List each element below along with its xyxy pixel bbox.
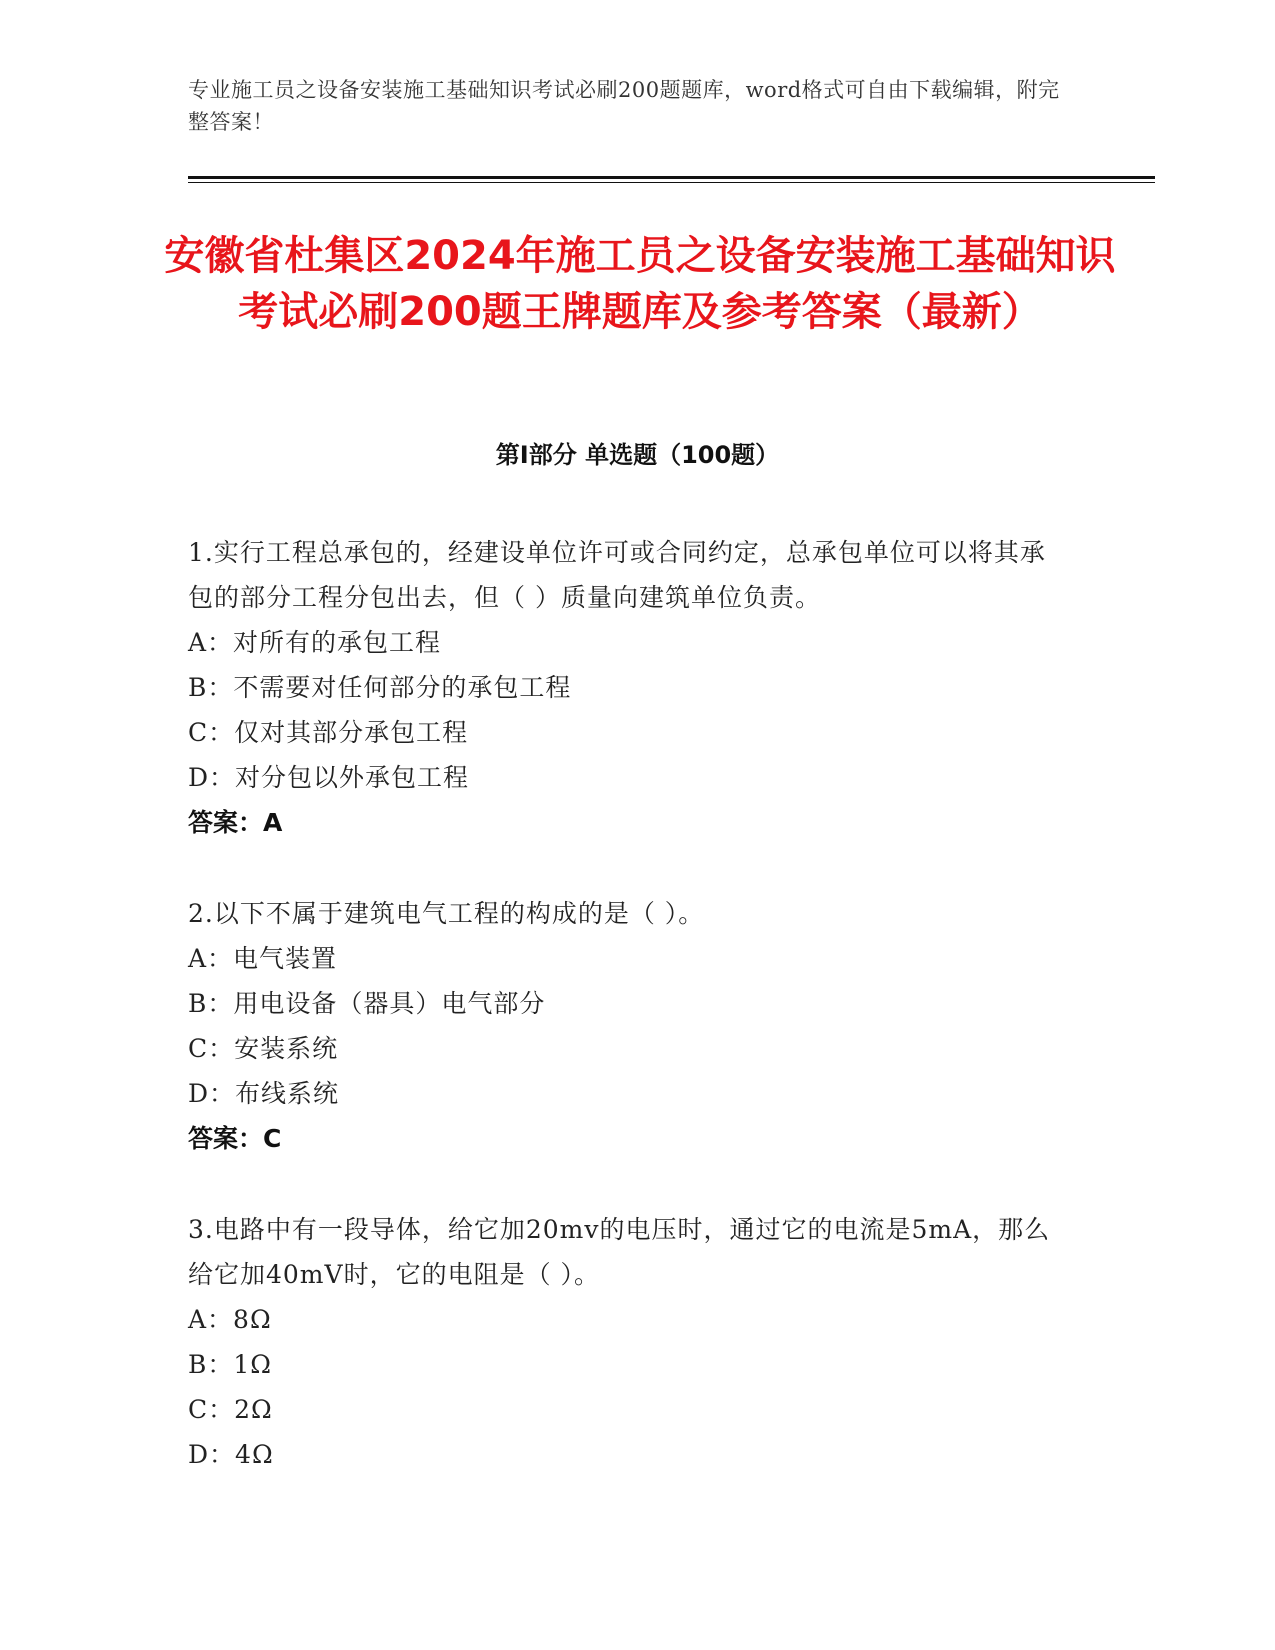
document-title: 安徽省杜集区2024年施工员之设备安装施工基础知识考试必刷200题王牌题库及参考答案（最新） xyxy=(164,233,1116,335)
question-stem: 2.以下不属于建筑电气工程的构成的是（ ）。 xyxy=(188,899,705,928)
answer: 答案：A xyxy=(188,808,283,837)
question-2 xyxy=(188,891,1068,1161)
header-rule-thin xyxy=(188,182,1155,183)
option-a: A：对所有的承包工程 xyxy=(188,628,442,657)
option-d: D：对分包以外承包工程 xyxy=(188,763,470,792)
header-rule-thick xyxy=(188,176,1155,179)
question-1 xyxy=(188,530,1068,845)
option-b: B：不需要对任何部分的承包工程 xyxy=(188,673,572,702)
answer: 答案：C xyxy=(188,1124,282,1153)
section-heading: 第Ⅰ部分 单选题（100题） xyxy=(495,441,780,469)
header-note: 专业施工员之设备安装施工基础知识考试必刷200题题库，word格式可自由下载编辑，附完整答案！ xyxy=(188,78,1060,134)
option-c: C：安装系统 xyxy=(188,1034,339,1063)
option-c: C：仅对其部分承包工程 xyxy=(188,718,469,747)
option-c: C：2Ω xyxy=(188,1395,273,1424)
option-b: B：1Ω xyxy=(188,1350,273,1379)
option-a: A：电气装置 xyxy=(188,944,338,973)
option-a: A：8Ω xyxy=(188,1305,272,1334)
option-d: D：4Ω xyxy=(188,1440,274,1469)
question-stem: 1.实行工程总承包的，经建设单位许可或合同约定，总承包单位可以将其承包的部分工程分包出去，但（ ）质量向建筑单位负责。 xyxy=(188,538,1046,612)
question-list xyxy=(188,530,1068,1523)
option-b: B：用电设备（器具）电气部分 xyxy=(188,989,546,1018)
option-d: D：布线系统 xyxy=(188,1079,340,1108)
question-stem: 3.电路中有一段导体，给它加20mv的电压时，通过它的电流是5mA，那么给它加40mV时，它的电阻是（ ）。 xyxy=(188,1215,1051,1289)
question-3 xyxy=(188,1207,1068,1477)
